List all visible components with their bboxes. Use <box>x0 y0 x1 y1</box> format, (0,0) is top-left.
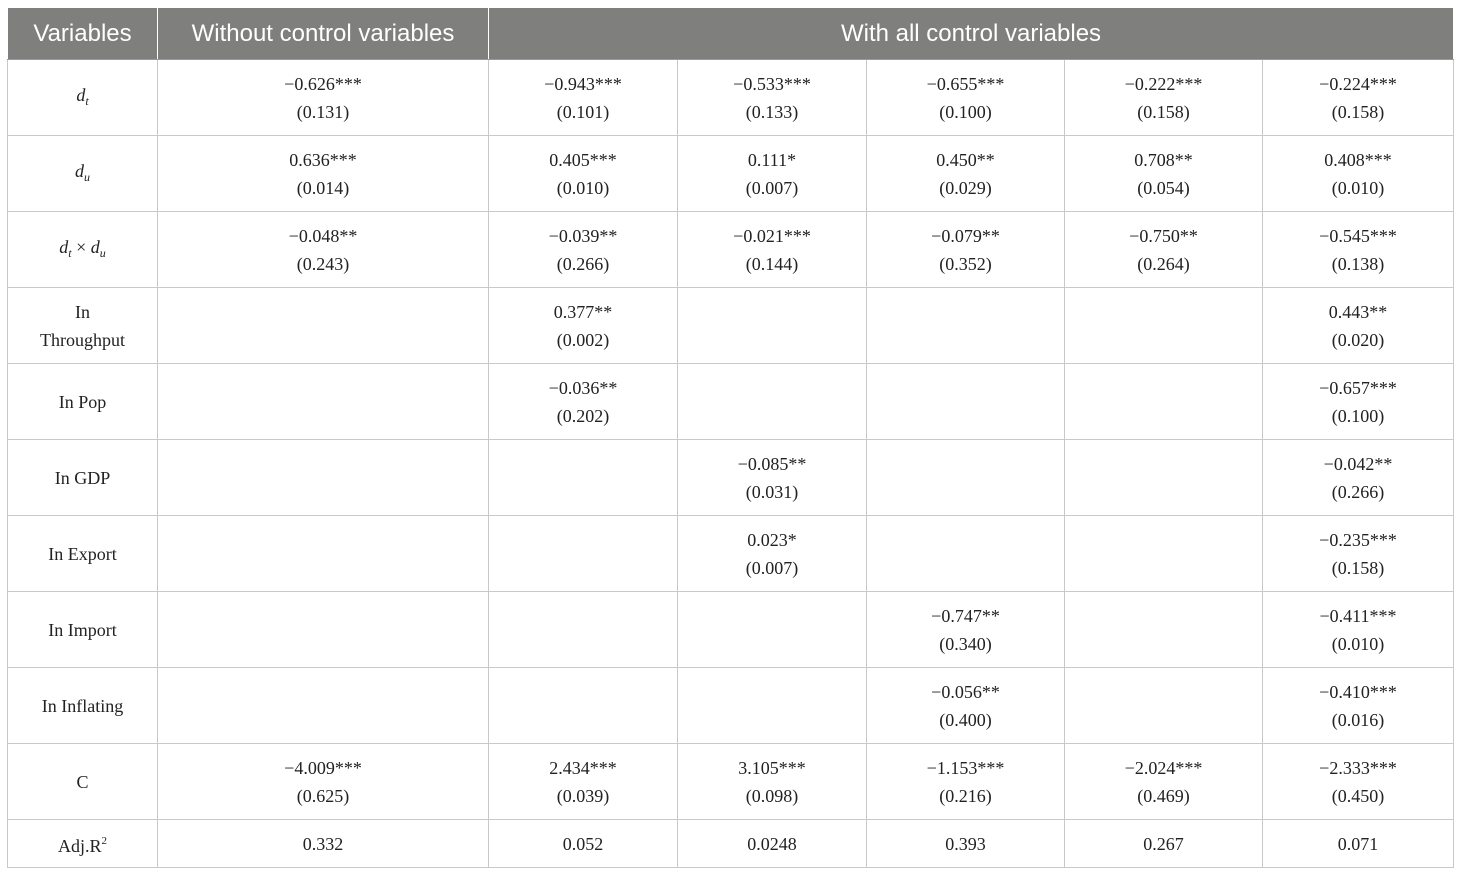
value-cell <box>1065 592 1263 668</box>
variable-d-u: $d_u$ <box>75 160 90 184</box>
value-cell: 0.377** (0.002) <box>489 288 678 364</box>
value-cell: −0.222*** (0.158) <box>1065 60 1263 136</box>
value-cell: −0.224*** (0.158) <box>1263 60 1454 136</box>
value-cell: 0.450** (0.029) <box>867 136 1065 212</box>
header-row <box>8 8 1454 60</box>
table-row <box>8 820 1454 868</box>
value-cell <box>678 288 867 364</box>
variable-cell <box>8 136 158 212</box>
value-cell <box>867 440 1065 516</box>
variable-cell: In GDP <box>8 440 158 516</box>
value-cell: 0.332 <box>158 820 489 868</box>
value-cell <box>158 516 489 592</box>
table-row <box>8 668 1454 744</box>
variable-cell: In Pop <box>8 364 158 440</box>
value-cell: −0.079** (0.352) <box>867 212 1065 288</box>
value-cell: −0.021*** (0.144) <box>678 212 867 288</box>
value-cell <box>158 364 489 440</box>
value-cell: −0.056** (0.400) <box>867 668 1065 744</box>
value-cell: −2.333*** (0.450) <box>1263 744 1454 820</box>
table-row <box>8 744 1454 820</box>
value-cell: −0.657*** (0.100) <box>1263 364 1454 440</box>
value-cell: 0.023* (0.007) <box>678 516 867 592</box>
value-cell: 0.111* (0.007) <box>678 136 867 212</box>
table-row <box>8 60 1454 136</box>
value-cell: 3.105*** (0.098) <box>678 744 867 820</box>
value-cell <box>158 668 489 744</box>
value-cell <box>678 364 867 440</box>
value-cell: 0.708** (0.054) <box>1065 136 1263 212</box>
table-row <box>8 516 1454 592</box>
value-cell <box>1065 668 1263 744</box>
value-cell: −1.153*** (0.216) <box>867 744 1065 820</box>
table-row <box>8 364 1454 440</box>
header-variables: Variables <box>8 8 158 60</box>
variable-cell: In Throughput <box>8 288 158 364</box>
table-row <box>8 212 1454 288</box>
variable-cell: In Import <box>8 592 158 668</box>
value-cell: 2.434*** (0.039) <box>489 744 678 820</box>
value-cell <box>867 516 1065 592</box>
value-cell: 0.071 <box>1263 820 1454 868</box>
value-cell <box>867 288 1065 364</box>
value-cell <box>867 364 1065 440</box>
header-with-all-controls: With all control variables <box>489 8 1454 60</box>
table-row <box>8 440 1454 516</box>
value-cell: −0.085** (0.031) <box>678 440 867 516</box>
value-cell: 0.0248 <box>678 820 867 868</box>
value-cell: −0.410*** (0.016) <box>1263 668 1454 744</box>
value-cell <box>489 592 678 668</box>
value-cell <box>489 516 678 592</box>
value-cell <box>489 668 678 744</box>
variable-cell: In Export <box>8 516 158 592</box>
value-cell: −0.411*** (0.010) <box>1263 592 1454 668</box>
value-cell: −4.009*** (0.625) <box>158 744 489 820</box>
table-row <box>8 592 1454 668</box>
table-row <box>8 136 1454 212</box>
value-cell: 0.052 <box>489 820 678 868</box>
variable-cell <box>8 820 158 868</box>
value-cell: −0.747** (0.340) <box>867 592 1065 668</box>
variable-cell: C <box>8 744 158 820</box>
value-cell <box>158 288 489 364</box>
value-cell: 0.636*** (0.014) <box>158 136 489 212</box>
variable-cell <box>8 60 158 136</box>
value-cell: −0.036** (0.202) <box>489 364 678 440</box>
variable-d-t: $d_t$ <box>76 84 89 108</box>
value-cell: −0.943*** (0.101) <box>489 60 678 136</box>
value-cell <box>678 668 867 744</box>
value-cell <box>158 592 489 668</box>
variable-cell <box>8 212 158 288</box>
value-cell: −0.545*** (0.138) <box>1263 212 1454 288</box>
value-cell: −0.235*** (0.158) <box>1263 516 1454 592</box>
variable-adj-r2: $Adj.R^2$ <box>57 835 107 856</box>
value-cell: −0.626*** (0.131) <box>158 60 489 136</box>
header-without-controls: Without control variables <box>158 8 489 60</box>
value-cell: −0.048** (0.243) <box>158 212 489 288</box>
value-cell <box>678 592 867 668</box>
table-row <box>8 288 1454 364</box>
value-cell: −0.750** (0.264) <box>1065 212 1263 288</box>
variable-interaction: $d_t \times d_u$ <box>59 236 106 260</box>
value-cell: 0.408*** (0.010) <box>1263 136 1454 212</box>
value-cell: −0.655*** (0.100) <box>867 60 1065 136</box>
value-cell <box>158 440 489 516</box>
value-cell: 0.443** (0.020) <box>1263 288 1454 364</box>
value-cell <box>489 440 678 516</box>
value-cell: 0.393 <box>867 820 1065 868</box>
value-cell: 0.405*** (0.010) <box>489 136 678 212</box>
value-cell <box>1065 440 1263 516</box>
value-cell: −0.039** (0.266) <box>489 212 678 288</box>
value-cell: −0.042** (0.266) <box>1263 440 1454 516</box>
value-cell <box>1065 516 1263 592</box>
value-cell: 0.267 <box>1065 820 1263 868</box>
regression-table <box>7 7 1454 868</box>
value-cell: −2.024*** (0.469) <box>1065 744 1263 820</box>
value-cell: −0.533*** (0.133) <box>678 60 867 136</box>
value-cell <box>1065 288 1263 364</box>
variable-cell: In Inflating <box>8 668 158 744</box>
value-cell <box>1065 364 1263 440</box>
